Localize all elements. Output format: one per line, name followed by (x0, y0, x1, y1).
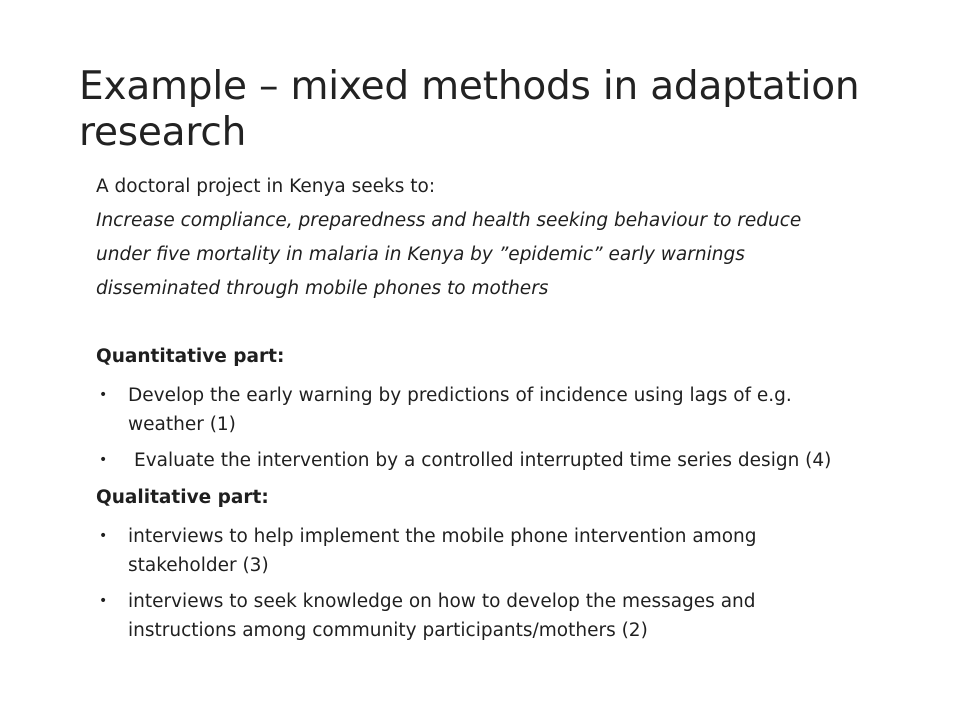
bullet-icon: • (99, 387, 108, 403)
bullet-icon: • (99, 452, 108, 468)
project-objective: Increase compliance, preparedness and health seeking behaviour to reduce under five mortality in malaria in Kenya by ”epidemic” early warnings disseminated through mobile phones to mothers (96, 210, 802, 299)
list-item-text: Evaluate the intervention by a controlled interrupted time series design (4) (134, 450, 832, 471)
list-item (96, 522, 856, 580)
list-item-text: interviews to seek knowledge on how to develop the messages and instructions among community participants/mothers (2) (128, 591, 756, 641)
qualitative-list (96, 522, 856, 645)
bullet-icon: • (99, 593, 108, 609)
slide-body (96, 170, 856, 651)
slide-title: Example – mixed methods in adaptation research (79, 64, 860, 156)
qualitative-heading: Qualitative part: (96, 487, 269, 508)
list-item (96, 446, 856, 475)
bullet-icon: • (99, 528, 108, 544)
quantitative-list (96, 381, 856, 475)
list-item-text: interviews to help implement the mobile phone intervention among stakeholder (3) (128, 526, 757, 576)
list-item (96, 587, 856, 645)
list-item (96, 381, 856, 439)
quantitative-heading: Quantitative part: (96, 346, 285, 367)
intro-text: A doctoral project in Kenya seeks to: (96, 176, 436, 197)
list-item-text: Develop the early warning by predictions of incidence using lags of e.g. weather (1) (128, 385, 792, 435)
